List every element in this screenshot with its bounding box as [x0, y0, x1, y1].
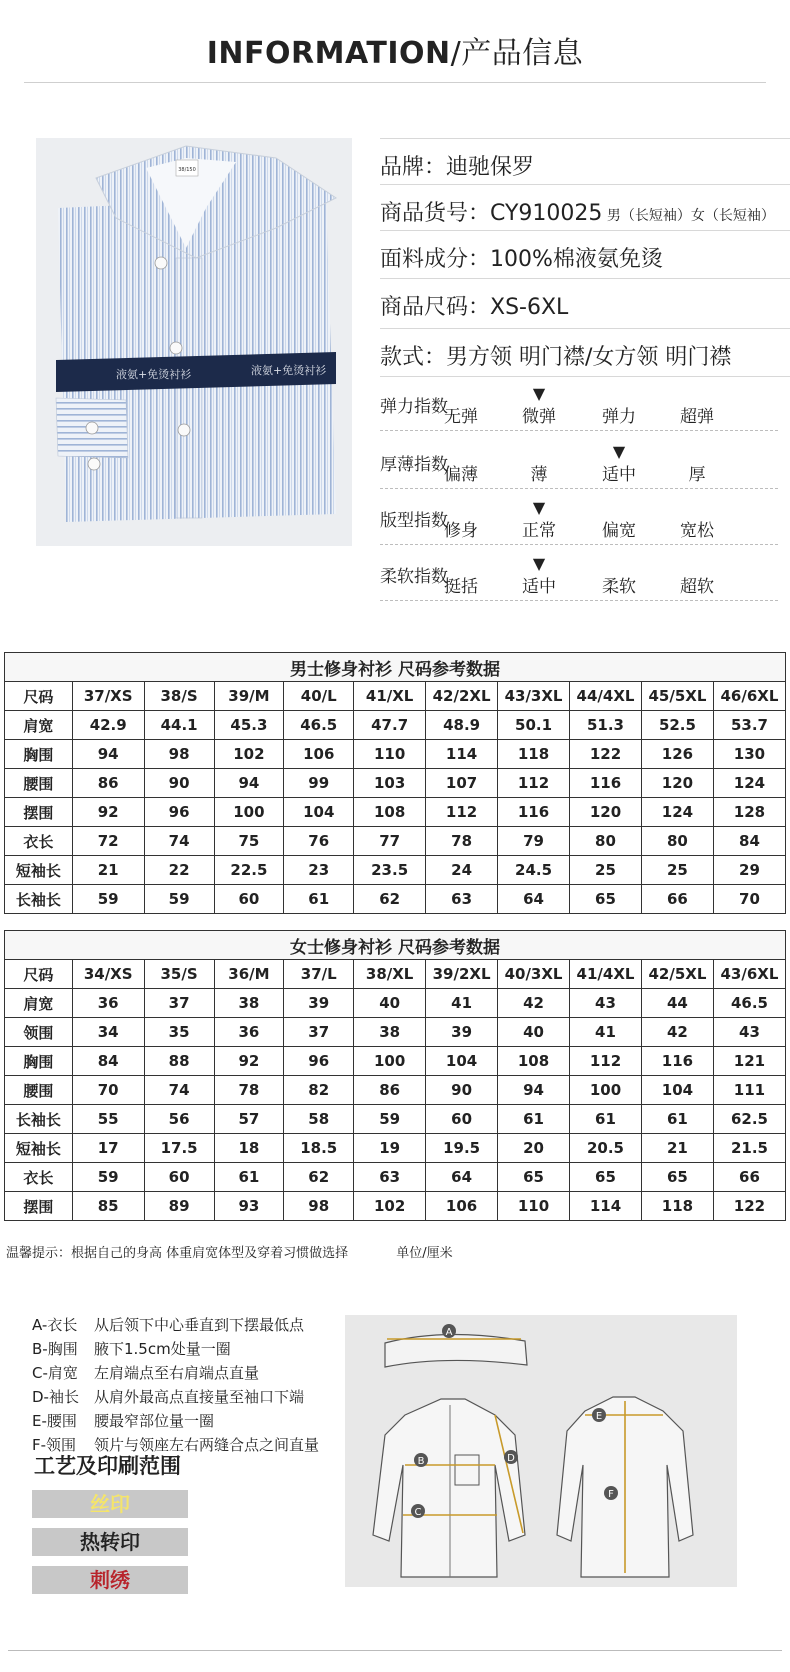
shirt-photo	[36, 138, 352, 546]
spec-label: 面料成分：100%棉液氨免烫	[380, 247, 663, 272]
index-marker-icon: ▼	[532, 384, 546, 403]
table-cell: 43	[713, 1018, 785, 1047]
table-header-row	[5, 682, 786, 711]
table-cell: 64	[426, 1163, 498, 1192]
table-cell: 65	[498, 1163, 570, 1192]
table-cell: 52.5	[641, 711, 713, 740]
table-cell: 80	[641, 827, 713, 856]
table-cell: 39	[426, 1018, 498, 1047]
table-header-cell: 40/L	[284, 682, 354, 711]
table-cell: 96	[144, 798, 214, 827]
table-cell: 47.7	[354, 711, 426, 740]
women-size-table	[4, 930, 786, 1221]
table-cell: 59	[144, 885, 214, 914]
table-header-cell: 34/XS	[72, 960, 144, 989]
spec-item	[380, 340, 731, 371]
table-cell: 120	[641, 769, 713, 798]
legend-key: C-肩宽	[32, 1364, 78, 1382]
table-cell: 89	[144, 1192, 214, 1221]
legend-key: A-衣长	[32, 1316, 78, 1334]
title-divider	[24, 82, 766, 83]
table-cell: 58	[284, 1105, 354, 1134]
index-option: 宽松	[680, 521, 714, 541]
table-cell: 114	[426, 740, 498, 769]
table-cell: 94	[498, 1076, 570, 1105]
table-cell: 102	[354, 1192, 426, 1221]
table-cell: 44.1	[144, 711, 214, 740]
spec-label: 商品货号：CY910025	[380, 201, 603, 226]
spec-divider	[380, 138, 790, 139]
table-cell: 19	[354, 1134, 426, 1163]
table-cell: 84	[72, 1047, 144, 1076]
table-cell: 17	[72, 1134, 144, 1163]
table-cell: 110	[354, 740, 426, 769]
spec-item	[380, 196, 775, 227]
table-cell: 40	[498, 1018, 570, 1047]
table-row	[5, 885, 786, 914]
table-row	[5, 1047, 786, 1076]
row-label: 摆围	[5, 798, 73, 827]
table-header-cell: 尺码	[5, 960, 73, 989]
craft-tag: 热转印	[32, 1528, 188, 1556]
table-header-cell: 41/4XL	[570, 960, 642, 989]
table-cell: 104	[426, 1047, 498, 1076]
legend-desc: 领片与领座左右两缝合点之间直量	[94, 1436, 320, 1454]
craft-tag: 丝印	[32, 1490, 188, 1518]
label-a: A	[445, 1327, 453, 1338]
table-cell: 22	[144, 856, 214, 885]
table-cell: 122	[713, 1192, 785, 1221]
collar-tag: 38/150	[178, 167, 196, 173]
index-divider	[380, 430, 778, 431]
table-cell: 24	[426, 856, 498, 885]
table-cell: 35	[144, 1018, 214, 1047]
table-caption: 女士修身衬衫 尺码参考数据	[5, 931, 786, 960]
table-cell: 104	[284, 798, 354, 827]
table-cell: 61	[498, 1105, 570, 1134]
table-cell: 18.5	[284, 1134, 354, 1163]
table-cell: 76	[284, 827, 354, 856]
table-cell: 25	[641, 856, 713, 885]
table-cell: 116	[570, 769, 642, 798]
table-cell: 74	[144, 1076, 214, 1105]
title-en: INFORMATION	[206, 36, 451, 71]
legend-item	[32, 1362, 259, 1383]
table-caption-row	[5, 653, 786, 682]
table-cell: 94	[214, 769, 284, 798]
note-text: 温馨提示：根据自己的身高 体重肩宽体型及穿着习惯做选择	[6, 1246, 349, 1261]
table-cell: 96	[284, 1047, 354, 1076]
table-header-cell: 36/M	[214, 960, 284, 989]
table-cell: 37	[284, 1018, 354, 1047]
table-cell: 112	[426, 798, 498, 827]
spec-divider	[380, 184, 790, 185]
legend-key: E-腰围	[32, 1412, 77, 1430]
label-f: F	[608, 1489, 614, 1500]
table-row	[5, 798, 786, 827]
table-cell: 65	[570, 1163, 642, 1192]
table-cell: 90	[426, 1076, 498, 1105]
table-cell: 66	[713, 1163, 785, 1192]
table-cell: 37	[144, 989, 214, 1018]
table-cell: 63	[354, 1163, 426, 1192]
table-cell: 110	[498, 1192, 570, 1221]
table-cell: 36	[214, 1018, 284, 1047]
table-cell: 79	[498, 827, 570, 856]
index-option: 超软	[680, 577, 714, 597]
table-cell: 25	[570, 856, 642, 885]
table-cell: 57	[214, 1105, 284, 1134]
table-cell: 61	[214, 1163, 284, 1192]
table-cell: 19.5	[426, 1134, 498, 1163]
table-cell: 85	[72, 1192, 144, 1221]
table-cell: 55	[72, 1105, 144, 1134]
table-cell: 92	[214, 1047, 284, 1076]
table-cell: 65	[641, 1163, 713, 1192]
table-cell: 106	[284, 740, 354, 769]
table-cell: 72	[72, 827, 144, 856]
index-divider	[380, 600, 778, 601]
index-option: 无弹	[444, 407, 478, 427]
table-cell: 21.5	[713, 1134, 785, 1163]
index-divider	[380, 544, 778, 545]
table-cell: 70	[72, 1076, 144, 1105]
index-marker-icon: ▼	[612, 442, 626, 461]
table-row	[5, 740, 786, 769]
table-cell: 102	[214, 740, 284, 769]
spec-divider	[380, 376, 790, 377]
table-row	[5, 856, 786, 885]
band-text-right: 液氨+免烫衬衫	[251, 364, 327, 377]
table-cell: 116	[498, 798, 570, 827]
legend-desc: 从后领下中心垂直到下摆最低点	[94, 1316, 305, 1334]
row-label: 腰围	[5, 1076, 73, 1105]
men-size-table	[4, 652, 786, 914]
table-row	[5, 769, 786, 798]
table-cell: 62.5	[713, 1105, 785, 1134]
table-cell: 56	[144, 1105, 214, 1134]
table-cell: 53.7	[713, 711, 785, 740]
table-cell: 34	[72, 1018, 144, 1047]
table-cell: 64	[498, 885, 570, 914]
table-cell: 78	[214, 1076, 284, 1105]
table-cell: 40	[354, 989, 426, 1018]
index-name: 弹力指数	[380, 397, 448, 417]
table-cell: 29	[713, 856, 785, 885]
table-cell: 108	[354, 798, 426, 827]
spec-item	[380, 290, 568, 321]
index-name: 版型指数	[380, 511, 448, 531]
table-header-cell: 43/3XL	[498, 682, 570, 711]
table-caption: 男士修身衬衫 尺码参考数据	[5, 653, 786, 682]
row-label: 肩宽	[5, 711, 73, 740]
table-cell: 107	[426, 769, 498, 798]
spec-extra: 男（长短袖）女（长短袖）	[602, 208, 775, 224]
table-cell: 48.9	[426, 711, 498, 740]
row-label: 衣长	[5, 827, 73, 856]
table-cell: 93	[214, 1192, 284, 1221]
table-cell: 78	[426, 827, 498, 856]
table-cell: 100	[214, 798, 284, 827]
table-cell: 118	[498, 740, 570, 769]
table-cell: 60	[144, 1163, 214, 1192]
index-option: 修身	[444, 521, 478, 541]
table-cell: 111	[713, 1076, 785, 1105]
table-cell: 116	[641, 1047, 713, 1076]
table-cell: 42	[498, 989, 570, 1018]
table-cell: 106	[426, 1192, 498, 1221]
table-header-cell: 37/L	[284, 960, 354, 989]
table-cell: 39	[284, 989, 354, 1018]
legend-desc: 左肩端点至右肩端点直量	[94, 1364, 260, 1382]
page-title	[0, 28, 790, 72]
table-cell: 99	[284, 769, 354, 798]
index-option: 薄	[530, 465, 548, 485]
row-label: 短袖长	[5, 1134, 73, 1163]
table-header-cell: 43/6XL	[713, 960, 785, 989]
index-option: 超弹	[680, 407, 714, 427]
table-cell: 36	[72, 989, 144, 1018]
index-divider	[380, 488, 778, 489]
table-cell: 121	[713, 1047, 785, 1076]
table-cell: 94	[72, 740, 144, 769]
row-label: 胸围	[5, 1047, 73, 1076]
table-row	[5, 1163, 786, 1192]
index-option: 挺括	[444, 577, 478, 597]
table-cell: 130	[713, 740, 785, 769]
measurement-diagram	[345, 1315, 737, 1587]
table-cell: 100	[354, 1047, 426, 1076]
table-cell: 61	[570, 1105, 642, 1134]
row-label: 领围	[5, 1018, 73, 1047]
label-c: C	[414, 1507, 422, 1518]
spec-label: 商品尺码：XS-6XL	[380, 295, 569, 320]
table-cell: 23.5	[354, 856, 426, 885]
legend-key: F-领围	[32, 1436, 77, 1454]
table-cell: 98	[284, 1192, 354, 1221]
table-header-cell: 42/5XL	[641, 960, 713, 989]
table-cell: 122	[570, 740, 642, 769]
table-cell: 20.5	[570, 1134, 642, 1163]
spec-item	[380, 242, 663, 273]
legend-item	[32, 1338, 231, 1359]
table-cell: 120	[570, 798, 642, 827]
table-cell: 59	[72, 1163, 144, 1192]
label-d: D	[507, 1453, 515, 1464]
table-cell: 80	[570, 827, 642, 856]
legend-desc: 从肩外最高点直接量至袖口下端	[94, 1388, 305, 1406]
legend-item	[32, 1314, 304, 1335]
craft-tag: 刺绣	[32, 1566, 188, 1594]
table-cell: 22.5	[214, 856, 284, 885]
table-cell: 112	[498, 769, 570, 798]
table-row	[5, 1192, 786, 1221]
table-cell: 21	[641, 1134, 713, 1163]
index-marker-icon: ▼	[532, 554, 546, 573]
table-cell: 46.5	[284, 711, 354, 740]
table-cell: 65	[570, 885, 642, 914]
index-marker-icon: ▼	[532, 498, 546, 517]
table-cell: 42.9	[72, 711, 144, 740]
legend-item	[32, 1410, 214, 1431]
table-row	[5, 1134, 786, 1163]
index-option: 厚	[688, 465, 706, 485]
table-cell: 90	[144, 769, 214, 798]
table-header-cell: 38/S	[144, 682, 214, 711]
row-label: 短袖长	[5, 856, 73, 885]
spec-item	[380, 150, 534, 181]
index-name: 厚薄指数	[380, 455, 448, 475]
table-cell: 41	[426, 989, 498, 1018]
spec-label: 款式：男方领 明门襟/女方领 明门襟	[380, 345, 732, 370]
table-cell: 38	[354, 1018, 426, 1047]
table-cell: 44	[641, 989, 713, 1018]
table-cell: 108	[498, 1047, 570, 1076]
row-label: 肩宽	[5, 989, 73, 1018]
index-option: 弹力	[602, 407, 636, 427]
row-label: 长袖长	[5, 885, 73, 914]
index-option: 柔软	[602, 577, 636, 597]
table-cell: 92	[72, 798, 144, 827]
label-b: B	[417, 1456, 425, 1467]
table-header-cell: 尺码	[5, 682, 73, 711]
table-cell: 62	[284, 1163, 354, 1192]
table-cell: 42	[641, 1018, 713, 1047]
table-header-cell: 38/XL	[354, 960, 426, 989]
table-cell: 70	[713, 885, 785, 914]
legend-item	[32, 1386, 304, 1407]
note-unit: 单位/厘米	[396, 1246, 453, 1261]
legend-desc: 腋下1.5cm处量一圈	[94, 1340, 231, 1358]
spec-divider	[380, 278, 790, 279]
table-cell: 18	[214, 1134, 284, 1163]
table-row	[5, 827, 786, 856]
table-cell: 84	[713, 827, 785, 856]
table-cell: 21	[72, 856, 144, 885]
spec-divider	[380, 230, 790, 231]
table-cell: 23	[284, 856, 354, 885]
index-name: 柔软指数	[380, 567, 448, 587]
table-header-cell: 42/2XL	[426, 682, 498, 711]
table-cell: 20	[498, 1134, 570, 1163]
table-header-cell: 39/M	[214, 682, 284, 711]
table-cell: 59	[354, 1105, 426, 1134]
table-cell: 100	[570, 1076, 642, 1105]
table-cell: 77	[354, 827, 426, 856]
index-option: 偏宽	[602, 521, 636, 541]
table-cell: 98	[144, 740, 214, 769]
table-cell: 61	[284, 885, 354, 914]
table-cell: 59	[72, 885, 144, 914]
row-label: 衣长	[5, 1163, 73, 1192]
spec-label: 品牌：迪驰保罗	[380, 155, 535, 180]
row-label: 腰围	[5, 769, 73, 798]
table-header-cell: 46/6XL	[713, 682, 785, 711]
table-header-cell: 45/5XL	[641, 682, 713, 711]
table-cell: 43	[570, 989, 642, 1018]
table-row	[5, 1018, 786, 1047]
table-row	[5, 989, 786, 1018]
table-cell: 50.1	[498, 711, 570, 740]
table-caption-row	[5, 931, 786, 960]
table-cell: 17.5	[144, 1134, 214, 1163]
table-cell: 112	[570, 1047, 642, 1076]
table-cell: 82	[284, 1076, 354, 1105]
row-label: 摆围	[5, 1192, 73, 1221]
index-option: 适中	[602, 465, 636, 485]
table-cell: 86	[72, 769, 144, 798]
row-label: 长袖长	[5, 1105, 73, 1134]
spec-divider	[380, 328, 790, 329]
table-cell: 88	[144, 1047, 214, 1076]
table-cell: 24.5	[498, 856, 570, 885]
table-cell: 75	[214, 827, 284, 856]
legend-key: B-胸围	[32, 1340, 78, 1358]
table-cell: 66	[641, 885, 713, 914]
table-cell: 61	[641, 1105, 713, 1134]
table-cell: 51.3	[570, 711, 642, 740]
legend-key: D-袖长	[32, 1388, 79, 1406]
table-cell: 114	[570, 1192, 642, 1221]
table-cell: 104	[641, 1076, 713, 1105]
table-header-cell: 37/XS	[72, 682, 144, 711]
table-cell: 126	[641, 740, 713, 769]
table-cell: 74	[144, 827, 214, 856]
table-cell: 46.5	[713, 989, 785, 1018]
label-e: E	[595, 1411, 603, 1422]
craft-title: 工艺及印刷范围	[34, 1454, 181, 1478]
row-label: 胸围	[5, 740, 73, 769]
table-cell: 38	[214, 989, 284, 1018]
table-header-row	[5, 960, 786, 989]
table-header-cell: 35/S	[144, 960, 214, 989]
table-row	[5, 711, 786, 740]
index-option: 正常	[522, 521, 556, 541]
table-cell: 41	[570, 1018, 642, 1047]
table-header-cell: 44/4XL	[570, 682, 642, 711]
band-text-left: 液氨+免烫衬衫	[116, 368, 192, 381]
table-row	[5, 1105, 786, 1134]
table-cell: 118	[641, 1192, 713, 1221]
legend-desc: 腰最窄部位量一圈	[94, 1412, 215, 1430]
table-header-cell: 40/3XL	[498, 960, 570, 989]
index-option: 适中	[522, 577, 556, 597]
title-cn: /产品信息	[450, 36, 584, 71]
table-cell: 86	[354, 1076, 426, 1105]
table-cell: 124	[641, 798, 713, 827]
bottom-divider	[8, 1650, 782, 1651]
table-row	[5, 1076, 786, 1105]
size-note	[6, 1242, 453, 1261]
table-cell: 128	[713, 798, 785, 827]
table-cell: 60	[214, 885, 284, 914]
table-header-cell: 41/XL	[354, 682, 426, 711]
table-cell: 45.3	[214, 711, 284, 740]
table-cell: 124	[713, 769, 785, 798]
table-cell: 103	[354, 769, 426, 798]
table-cell: 62	[354, 885, 426, 914]
table-cell: 60	[426, 1105, 498, 1134]
index-option: 偏薄	[444, 465, 478, 485]
table-header-cell: 39/2XL	[426, 960, 498, 989]
table-cell: 63	[426, 885, 498, 914]
index-option: 微弹	[522, 407, 556, 427]
